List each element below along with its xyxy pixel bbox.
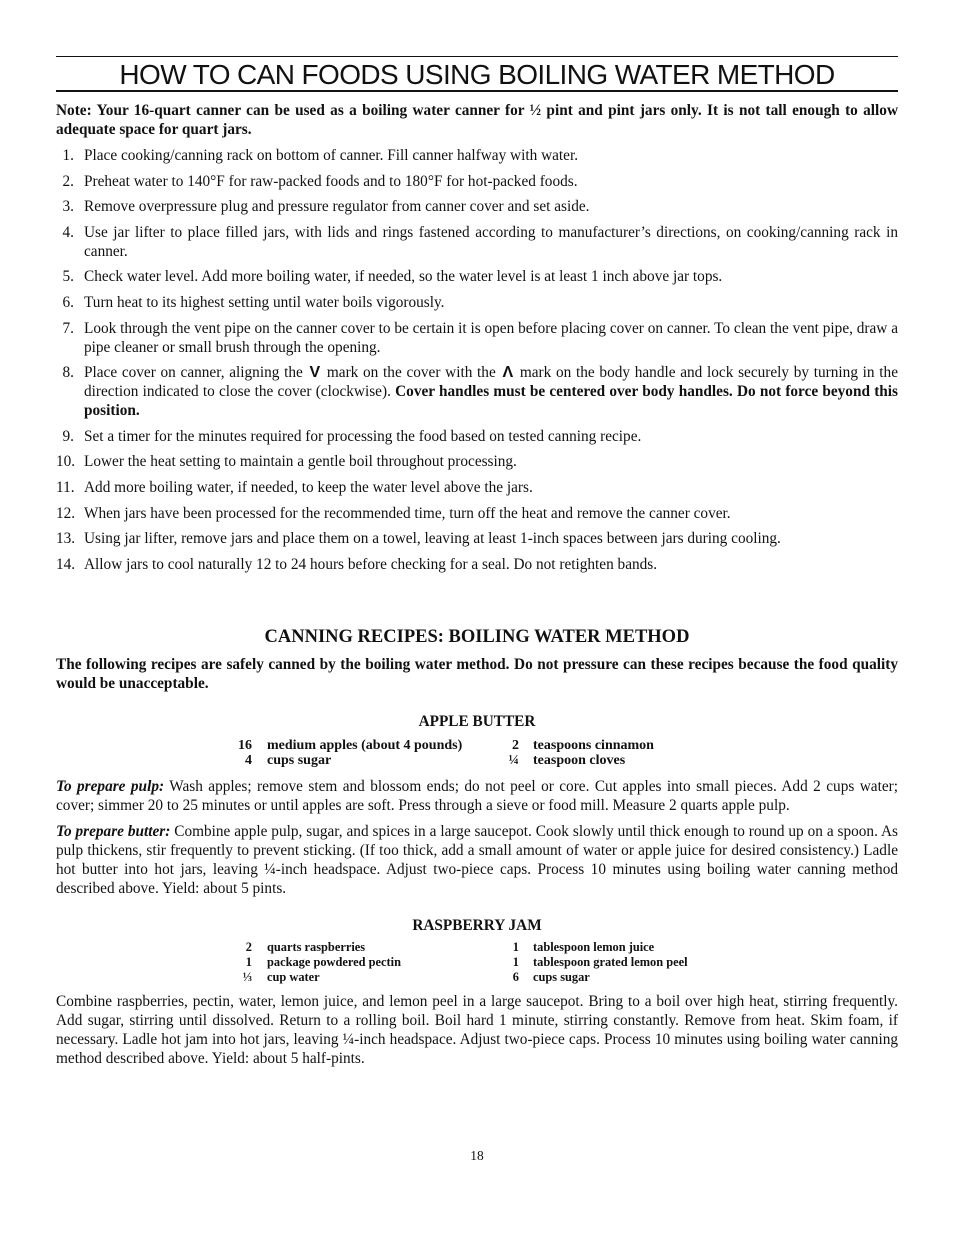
step-text: Look through the vent pipe on the canner cover to be certain it is open before placing cover on canner. To clean the vent pipe, draw a pipe cleaner or small brush through the opening. (84, 319, 898, 356)
step-number: 10. (56, 453, 76, 471)
step-text: Allow jars to cool naturally 12 to 24 hours before checking for a seal. Do not retighten bands. (84, 555, 658, 573)
step-warning: Cover handles must be centered over body handles. Do not force beyond this position. (84, 383, 898, 420)
step-7 (56, 319, 898, 357)
step-11 (56, 478, 898, 497)
ingredient-item: cups sugar (533, 970, 590, 984)
step-text: Place cooking/canning rack on bottom of canner. Fill canner halfway with water. (84, 147, 579, 164)
cover-mark-symbol: V (309, 364, 321, 382)
ingredient-item: package powdered pectin (267, 955, 402, 969)
step-8 (56, 363, 898, 420)
ingredient-item: tablespoon lemon juice (533, 940, 655, 954)
step-number: 8. (62, 364, 74, 382)
ingredient-qty: 16 (238, 738, 252, 753)
ingredient-row (0, 738, 954, 753)
step-text: Place cover on canner, aligning the (84, 364, 308, 382)
recipes-intro: The following recipes are safely canned by the boiling water method. Do not pressure can these recipes because the food quality would be unacceptable. (56, 656, 898, 692)
step-text: Preheat water to 140°F for raw-packed foods and to 180°F for hot-packed foods. (84, 172, 578, 190)
step-text: Using jar lifter, remove jars and place them on a towel, leaving at least 1-inch spaces between jars during cooling. (84, 530, 781, 548)
step-number: 1. (62, 147, 74, 164)
step-5 (56, 267, 898, 286)
handle-mark-symbol: Λ (502, 364, 514, 382)
step-6 (56, 293, 898, 312)
recipe-title-raspberry-jam: RASPBERRY JAM (412, 917, 542, 934)
step-text: Check water level. Add more boiling water, if needed, so the water level is at least 1 inch above jar tops. (84, 268, 723, 286)
step-number: 12. (56, 504, 76, 522)
step-number: 11. (56, 478, 75, 496)
ingredient-qty: ⅓ (242, 970, 252, 984)
butter-text: Combine apple pulp, sugar, and spices in a large saucepot. Cook slowly until thick enough to round up on a spoon. As pulp thickens, stir frequently to prevent sticking. (If too thick, add a small amount of water or apple juice for desired consistency.) Ladle hot butter into hot jars, leaving ¼-inch headspace. Adjust two-piece caps. Process 10 minutes using boiling water canning method described above. Yield: about 5 pints. (56, 823, 898, 897)
step-text: mark on the cover with the (322, 364, 501, 382)
jam-directions: Combine raspberries, pectin, water, lemon juice, and lemon peel in a large saucepot. Bring to a boil over high heat, stirring frequently. Add sugar, stirring until dissolved. Return to a rolling boil. Boil hard 1 minute, stirring constantly. Remove from heat. Skim foam, if necessary. Ladle hot jam into hot jars, leaving ¼-inch headspace. Adjust two-piece caps. Process 10 minutes using boiling water canning method described above. Yield: about 5 half-pints. (56, 993, 898, 1067)
ingredient-item: teaspoon cloves (533, 753, 626, 768)
ingredient-qty: 1 (245, 955, 252, 969)
step-14 (56, 555, 898, 574)
recipes-heading: CANNING RECIPES: BOILING WATER METHOD (264, 627, 690, 647)
step-text: Turn heat to its highest setting until water boils vigorously. (84, 293, 445, 311)
step-text: mark on the body handle and lock securely by turning in the direction indicated to close the cover (clockwise). (84, 364, 898, 401)
ingredient-item: medium apples (about 4 pounds) (267, 738, 463, 753)
step-text: Remove overpressure plug and pressure regulator from canner cover and set aside. (84, 198, 590, 216)
step-text: Set a timer for the minutes required for processing the food based on tested canning recipe. (84, 427, 642, 445)
step-number: 3. (62, 198, 74, 216)
title-top-rule (56, 56, 898, 57)
ingredient-item: cups sugar (267, 753, 332, 768)
step-number: 4. (62, 223, 74, 241)
step-number: 5. (62, 268, 74, 286)
pulp-directions (56, 777, 898, 815)
step-text: When jars have been processed for the recommended time, turn off the heat and remove the canner cover. (84, 504, 731, 522)
ingredient-qty: ¼ (508, 753, 519, 768)
butter-lead: To prepare butter: (56, 823, 171, 840)
title-bottom-rule (56, 90, 898, 92)
ingredient-qty: 4 (245, 753, 252, 768)
step-9 (56, 427, 898, 446)
step-4 (56, 223, 898, 261)
butter-directions (56, 822, 898, 898)
instruction-steps (56, 146, 898, 580)
step-2 (56, 172, 898, 191)
recipe-title-apple-butter: APPLE BUTTER (418, 713, 536, 730)
ingredient-row (0, 955, 954, 970)
step-1 (56, 146, 898, 165)
step-number: 7. (62, 319, 74, 337)
step-number: 6. (62, 293, 74, 311)
step-number: 14. (56, 555, 76, 573)
ingredient-item: teaspoons cinnamon (533, 738, 654, 753)
step-number: 9. (62, 427, 74, 445)
pulp-text: Wash apples; remove stem and blossom ends; do not peel or core. Cut apples into small pieces. Add 2 cups water; cover; simmer 20 to 25 minutes or until apples are soft. Press through a sieve or food mill. Measure 2 quarts apple pulp. (56, 778, 898, 814)
step-text: Add more boiling water, if needed, to keep the water level above the jars. (84, 478, 533, 496)
step-13 (56, 529, 898, 548)
page-number: 18 (470, 1148, 484, 1163)
step-text: Use jar lifter to place filled jars, with lids and rings fastened according to manufacturer’s directions, on cooking/canning rack in canner. (84, 223, 898, 260)
ingredient-qty: 2 (512, 738, 519, 753)
step-12 (56, 504, 898, 523)
page-title: HOW TO CAN FOODS USING BOILING WATER METHOD (119, 59, 835, 90)
ingredient-item: quarts raspberries (267, 940, 366, 954)
ingredient-qty: 1 (512, 940, 519, 954)
ingredient-qty: 1 (512, 955, 519, 969)
ingredient-row (0, 940, 954, 955)
ingredient-qty: 6 (512, 970, 519, 984)
ingredient-item: cup water (267, 970, 320, 984)
pulp-lead: To prepare pulp: (56, 778, 165, 795)
ingredient-row (0, 753, 954, 768)
step-text: Lower the heat setting to maintain a gentle boil throughout processing. (84, 453, 517, 471)
ingredients-raspberry-jam (0, 940, 954, 985)
step-number: 2. (62, 172, 74, 190)
ingredient-item: tablespoon grated lemon peel (533, 955, 688, 969)
step-3 (56, 197, 898, 216)
ingredient-qty: 2 (245, 940, 252, 954)
capacity-note: Note: Your 16-quart canner can be used as a boiling water canner for ½ pint and pint jars only. It is not tall enough to allow adequate space for quart jars. (56, 102, 898, 138)
ingredients-apple-butter (0, 738, 954, 768)
ingredient-row (0, 970, 954, 985)
step-number: 13. (56, 530, 76, 548)
step-10 (56, 452, 898, 471)
